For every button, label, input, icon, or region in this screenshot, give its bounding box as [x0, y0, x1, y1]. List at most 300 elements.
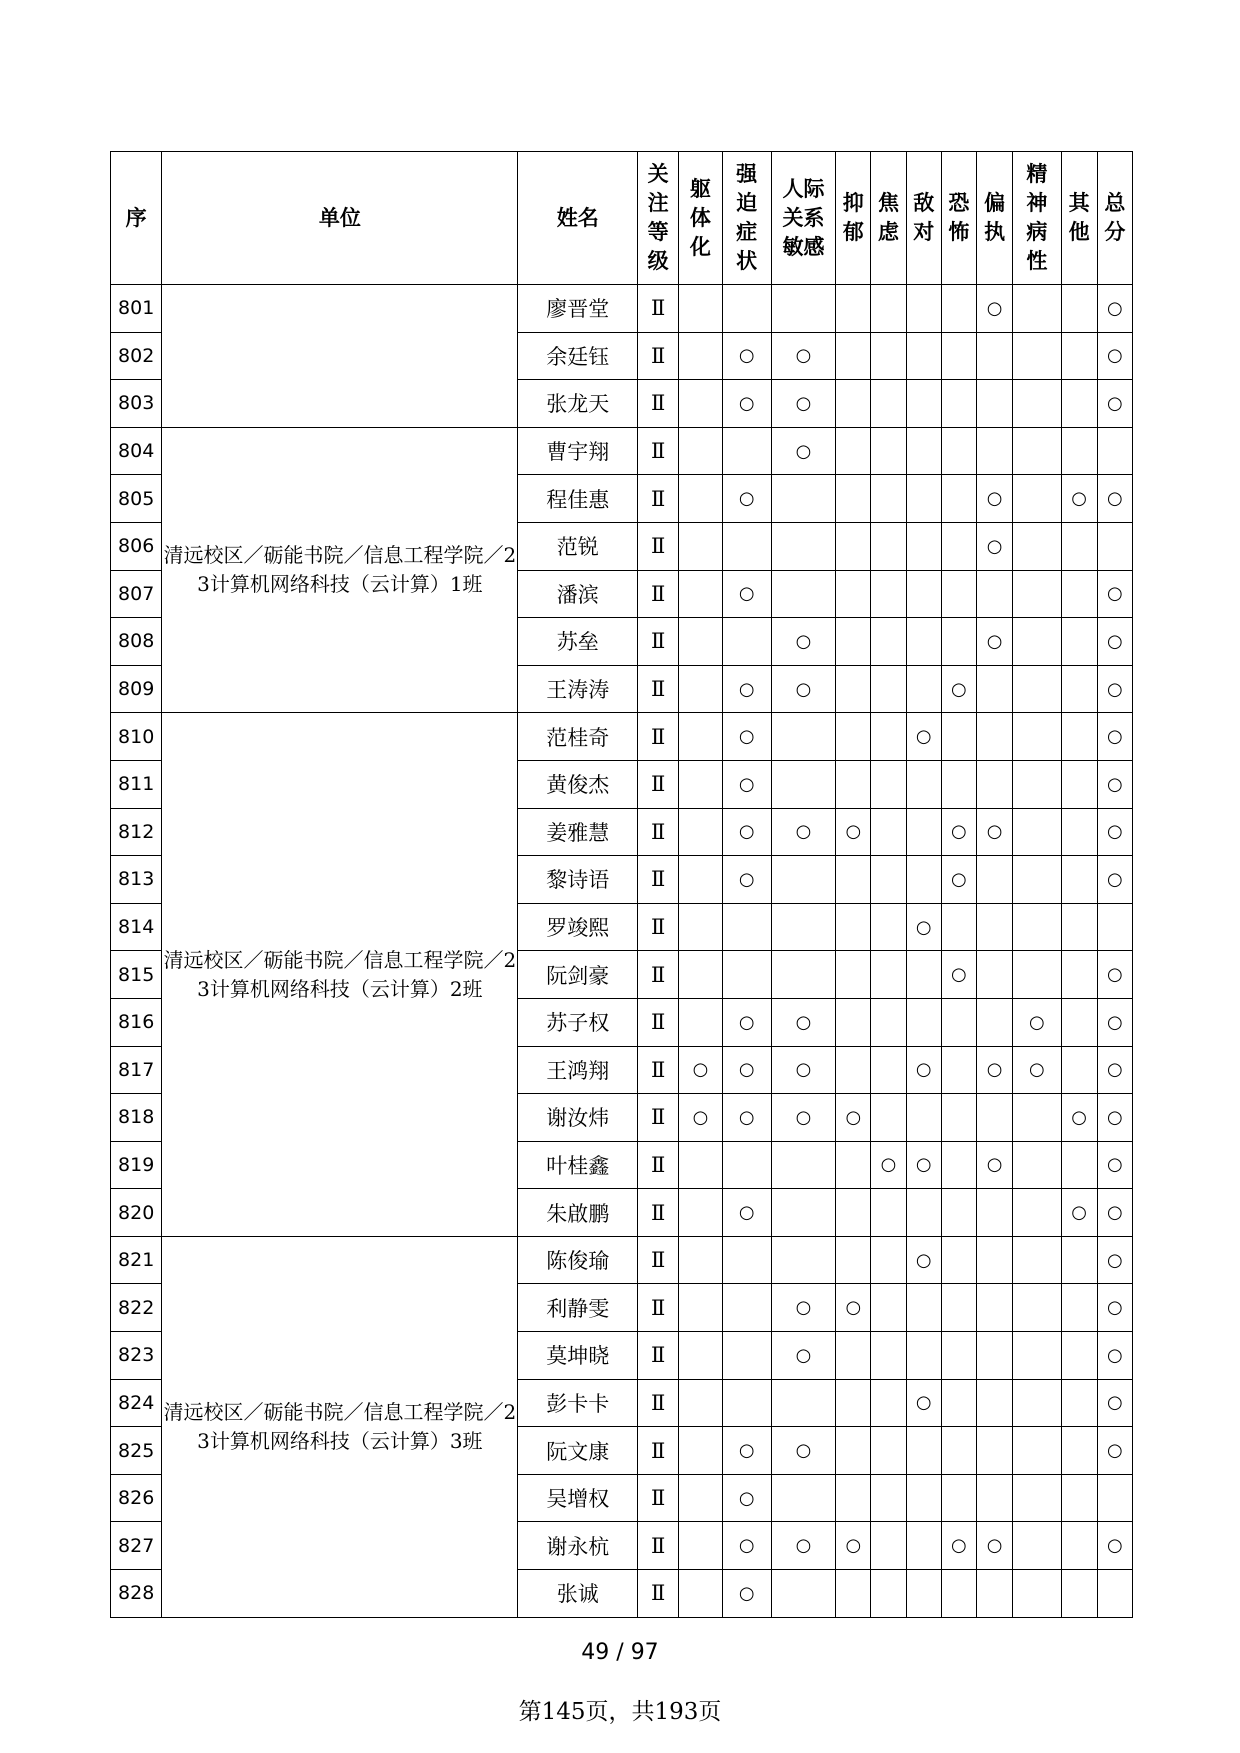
attention-level: Ⅱ: [638, 1570, 679, 1618]
mark-depression: [836, 1570, 871, 1618]
mark-ocd: [722, 1236, 771, 1284]
mark-phobia: [941, 427, 976, 475]
header-ocd: 强迫症状: [722, 152, 771, 285]
mark-interpersonal: [771, 1189, 835, 1237]
row-seq: 801: [111, 285, 162, 333]
mark-somatization: [679, 427, 722, 475]
mark-psychoticism: [1013, 1284, 1061, 1332]
mark-anxiety: ○: [871, 1141, 906, 1189]
mark-ocd: ○: [722, 1427, 771, 1475]
mark-phobia: [941, 713, 976, 761]
header-paranoia: 偏执: [977, 152, 1013, 285]
mark-paranoia: ○: [977, 1046, 1013, 1094]
mark-hostility: [906, 1474, 941, 1522]
mark-depression: [836, 1189, 871, 1237]
mark-psychoticism: [1013, 427, 1061, 475]
mark-anxiety: [871, 380, 906, 428]
mark-paranoia: [977, 1284, 1013, 1332]
mark-somatization: [679, 1522, 722, 1570]
mark-ocd: ○: [722, 1046, 771, 1094]
mark-phobia: [941, 380, 976, 428]
row-seq: 820: [111, 1189, 162, 1237]
attention-level: Ⅱ: [638, 1332, 679, 1380]
mark-interpersonal: [771, 1570, 835, 1618]
table-row: [111, 713, 1133, 761]
mark-psychoticism: [1013, 1236, 1061, 1284]
mark-ocd: ○: [722, 808, 771, 856]
row-seq: 807: [111, 570, 162, 618]
mark-hostility: [906, 1332, 941, 1380]
mark-phobia: [941, 1141, 976, 1189]
attention-level: Ⅱ: [638, 1189, 679, 1237]
mark-anxiety: [871, 1427, 906, 1475]
attention-level: Ⅱ: [638, 522, 679, 570]
mark-paranoia: ○: [977, 1522, 1013, 1570]
mark-interpersonal: [771, 1379, 835, 1427]
mark-paranoia: [977, 1570, 1013, 1618]
mark-somatization: [679, 951, 722, 999]
mark-somatization: [679, 856, 722, 904]
attention-level: Ⅱ: [638, 665, 679, 713]
mark-other: [1061, 332, 1097, 380]
mark-hostility: ○: [906, 1046, 941, 1094]
mark-paranoia: [977, 951, 1013, 999]
mark-depression: [836, 1332, 871, 1380]
attention-level: Ⅱ: [638, 570, 679, 618]
mark-other: [1061, 713, 1097, 761]
table-row: [111, 427, 1133, 475]
mark-interpersonal: ○: [771, 665, 835, 713]
mark-other: [1061, 1570, 1097, 1618]
mark-paranoia: ○: [977, 522, 1013, 570]
mark-somatization: [679, 713, 722, 761]
table-header: [111, 152, 1133, 285]
mark-phobia: [941, 1189, 976, 1237]
mark-phobia: [941, 475, 976, 523]
mark-total: ○: [1097, 1522, 1132, 1570]
mark-total: ○: [1097, 665, 1132, 713]
mark-hostility: [906, 998, 941, 1046]
mark-psychoticism: [1013, 713, 1061, 761]
mark-paranoia: [977, 665, 1013, 713]
mark-interpersonal: ○: [771, 1332, 835, 1380]
mark-hostility: [906, 618, 941, 666]
row-seq: 823: [111, 1332, 162, 1380]
mark-total: [1097, 1570, 1132, 1618]
student-name: 罗竣熙: [518, 903, 638, 951]
mark-psychoticism: [1013, 951, 1061, 999]
mark-paranoia: [977, 427, 1013, 475]
mark-other: [1061, 760, 1097, 808]
mark-other: [1061, 1046, 1097, 1094]
mark-depression: [836, 1379, 871, 1427]
mark-psychoticism: ○: [1013, 1046, 1061, 1094]
mark-other: [1061, 427, 1097, 475]
mark-paranoia: [977, 1427, 1013, 1475]
student-name: 陈俊瑜: [518, 1236, 638, 1284]
mark-psychoticism: [1013, 1570, 1061, 1618]
mark-hostility: [906, 760, 941, 808]
mark-psychoticism: [1013, 1141, 1061, 1189]
mark-total: ○: [1097, 332, 1132, 380]
mark-other: [1061, 951, 1097, 999]
mark-interpersonal: ○: [771, 618, 835, 666]
row-seq: 817: [111, 1046, 162, 1094]
mark-total: ○: [1097, 760, 1132, 808]
mark-psychoticism: [1013, 1189, 1061, 1237]
mark-total: ○: [1097, 1379, 1132, 1427]
mark-somatization: [679, 1379, 722, 1427]
mark-anxiety: [871, 1332, 906, 1380]
mark-phobia: [941, 1094, 976, 1142]
mark-anxiety: [871, 1284, 906, 1332]
student-name: 廖晋堂: [518, 285, 638, 333]
mark-phobia: [941, 332, 976, 380]
student-name: 潘滨: [518, 570, 638, 618]
mark-phobia: [941, 1046, 976, 1094]
mark-ocd: ○: [722, 665, 771, 713]
mark-ocd: ○: [722, 713, 771, 761]
mark-somatization: [679, 808, 722, 856]
mark-depression: [836, 903, 871, 951]
mark-psychoticism: [1013, 285, 1061, 333]
attention-level: Ⅱ: [638, 475, 679, 523]
row-seq: 809: [111, 665, 162, 713]
attention-level: Ⅱ: [638, 332, 679, 380]
student-name: 苏子权: [518, 998, 638, 1046]
attention-level: Ⅱ: [638, 903, 679, 951]
header-hostility: 敌对: [906, 152, 941, 285]
mark-psychoticism: [1013, 1522, 1061, 1570]
mark-depression: [836, 475, 871, 523]
mark-total: ○: [1097, 1284, 1132, 1332]
mark-depression: [836, 1141, 871, 1189]
mark-total: ○: [1097, 380, 1132, 428]
unit-cell: 清远校区／砺能书院／信息工程学院／23计算机网络科技（云计算）1班: [162, 427, 518, 713]
student-name: 程佳惠: [518, 475, 638, 523]
row-seq: 808: [111, 618, 162, 666]
mark-phobia: [941, 1427, 976, 1475]
header-level: 关注等级: [638, 152, 679, 285]
mark-depression: [836, 285, 871, 333]
row-seq: 802: [111, 332, 162, 380]
mark-ocd: ○: [722, 475, 771, 523]
mark-total: [1097, 427, 1132, 475]
mark-interpersonal: ○: [771, 1284, 835, 1332]
mark-anxiety: [871, 475, 906, 523]
header-anxiety: 焦虑: [871, 152, 906, 285]
unit-cell: 清远校区／砺能书院／信息工程学院／23计算机网络科技（云计算）2班: [162, 713, 518, 1237]
mark-ocd: [722, 1284, 771, 1332]
mark-depression: [836, 380, 871, 428]
mark-hostility: [906, 522, 941, 570]
student-name: 范桂奇: [518, 713, 638, 761]
attention-level: Ⅱ: [638, 713, 679, 761]
mark-other: [1061, 1141, 1097, 1189]
attention-level: Ⅱ: [638, 380, 679, 428]
mark-anxiety: [871, 1094, 906, 1142]
mark-interpersonal: [771, 1141, 835, 1189]
row-seq: 825: [111, 1427, 162, 1475]
mark-ocd: [722, 618, 771, 666]
mark-ocd: ○: [722, 998, 771, 1046]
row-seq: 828: [111, 1570, 162, 1618]
mark-depression: [836, 1236, 871, 1284]
mark-somatization: ○: [679, 1094, 722, 1142]
row-seq: 827: [111, 1522, 162, 1570]
row-seq: 813: [111, 856, 162, 904]
mark-depression: [836, 618, 871, 666]
mark-somatization: [679, 1141, 722, 1189]
attention-level: Ⅱ: [638, 1236, 679, 1284]
mark-psychoticism: [1013, 380, 1061, 428]
student-name: 利静雯: [518, 1284, 638, 1332]
mark-psychoticism: [1013, 856, 1061, 904]
mark-depression: [836, 1046, 871, 1094]
mark-phobia: ○: [941, 856, 976, 904]
mark-ocd: [722, 1332, 771, 1380]
mark-paranoia: [977, 380, 1013, 428]
mark-hostility: ○: [906, 1141, 941, 1189]
mark-paranoia: [977, 1189, 1013, 1237]
table-row: [111, 285, 1133, 333]
row-seq: 821: [111, 1236, 162, 1284]
mark-anxiety: [871, 903, 906, 951]
unit-cell: 清远校区／砺能书院／信息工程学院／23计算机网络科技（云计算）3班: [162, 1236, 518, 1617]
mark-total: ○: [1097, 475, 1132, 523]
mark-anxiety: [871, 1236, 906, 1284]
mark-phobia: [941, 1474, 976, 1522]
mark-interpersonal: ○: [771, 998, 835, 1046]
mark-total: ○: [1097, 618, 1132, 666]
mark-interpersonal: [771, 856, 835, 904]
mark-anxiety: [871, 427, 906, 475]
mark-hostility: ○: [906, 1236, 941, 1284]
mark-total: ○: [1097, 285, 1132, 333]
student-name: 余廷钰: [518, 332, 638, 380]
mark-psychoticism: [1013, 522, 1061, 570]
mark-total: [1097, 903, 1132, 951]
mark-ocd: ○: [722, 1570, 771, 1618]
mark-anxiety: [871, 951, 906, 999]
mark-other: ○: [1061, 1189, 1097, 1237]
mark-anxiety: [871, 1570, 906, 1618]
mark-interpersonal: ○: [771, 1522, 835, 1570]
attention-level: Ⅱ: [638, 285, 679, 333]
student-name: 阮剑豪: [518, 951, 638, 999]
mark-ocd: [722, 1141, 771, 1189]
mark-other: ○: [1061, 1094, 1097, 1142]
mark-somatization: [679, 665, 722, 713]
mark-psychoticism: [1013, 332, 1061, 380]
mark-hostility: [906, 1189, 941, 1237]
student-name: 范锐: [518, 522, 638, 570]
mark-hostility: [906, 1427, 941, 1475]
mark-phobia: [941, 903, 976, 951]
mark-phobia: ○: [941, 1522, 976, 1570]
row-seq: 818: [111, 1094, 162, 1142]
mark-depression: [836, 1474, 871, 1522]
mark-hostility: [906, 285, 941, 333]
mark-depression: [836, 1427, 871, 1475]
mark-hostility: [906, 475, 941, 523]
attention-level: Ⅱ: [638, 760, 679, 808]
attention-level: Ⅱ: [638, 1094, 679, 1142]
mark-anxiety: [871, 665, 906, 713]
mark-ocd: ○: [722, 380, 771, 428]
mark-total: ○: [1097, 951, 1132, 999]
mark-ocd: ○: [722, 570, 771, 618]
header-interpersonal: 人际关系敏感: [771, 152, 835, 285]
mark-total: ○: [1097, 1427, 1132, 1475]
row-seq: 806: [111, 522, 162, 570]
mark-depression: ○: [836, 1284, 871, 1332]
mark-other: [1061, 1332, 1097, 1380]
mark-hostility: [906, 427, 941, 475]
row-seq: 816: [111, 998, 162, 1046]
mark-total: ○: [1097, 1141, 1132, 1189]
mark-interpersonal: [771, 713, 835, 761]
mark-depression: [836, 427, 871, 475]
mark-ocd: [722, 522, 771, 570]
mark-anxiety: [871, 618, 906, 666]
header-depression: 抑郁: [836, 152, 871, 285]
mark-interpersonal: ○: [771, 1427, 835, 1475]
mark-ocd: ○: [722, 1522, 771, 1570]
mark-somatization: [679, 570, 722, 618]
attention-level: Ⅱ: [638, 1427, 679, 1475]
mark-other: ○: [1061, 475, 1097, 523]
row-seq: 811: [111, 760, 162, 808]
table-row: [111, 1236, 1133, 1284]
mark-interpersonal: [771, 951, 835, 999]
attention-level: Ⅱ: [638, 951, 679, 999]
mark-phobia: ○: [941, 665, 976, 713]
mark-depression: [836, 856, 871, 904]
mark-total: [1097, 1474, 1132, 1522]
mark-hostility: ○: [906, 903, 941, 951]
mark-somatization: [679, 380, 722, 428]
mark-somatization: [679, 332, 722, 380]
row-seq: 814: [111, 903, 162, 951]
mark-other: [1061, 808, 1097, 856]
mark-anxiety: [871, 713, 906, 761]
mark-depression: [836, 570, 871, 618]
mark-hostility: [906, 1570, 941, 1618]
mark-psychoticism: [1013, 760, 1061, 808]
student-name: 莫坤晓: [518, 1332, 638, 1380]
attention-level: Ⅱ: [638, 808, 679, 856]
mark-psychoticism: [1013, 1379, 1061, 1427]
mark-psychoticism: [1013, 1474, 1061, 1522]
attention-level: Ⅱ: [638, 1141, 679, 1189]
mark-somatization: [679, 760, 722, 808]
mark-anxiety: [871, 760, 906, 808]
header-somatization: 躯体化: [679, 152, 722, 285]
row-seq: 812: [111, 808, 162, 856]
header-psychoticism: 精神病性: [1013, 152, 1061, 285]
mark-phobia: [941, 1570, 976, 1618]
mark-psychoticism: [1013, 808, 1061, 856]
header-name: 姓名: [518, 152, 638, 285]
mark-other: [1061, 856, 1097, 904]
mark-psychoticism: [1013, 570, 1061, 618]
mark-hostility: [906, 332, 941, 380]
mark-phobia: ○: [941, 808, 976, 856]
mark-interpersonal: ○: [771, 808, 835, 856]
header-seq: 序: [111, 152, 162, 285]
attention-level: Ⅱ: [638, 1284, 679, 1332]
row-seq: 819: [111, 1141, 162, 1189]
student-name: 王涛涛: [518, 665, 638, 713]
mark-paranoia: ○: [977, 618, 1013, 666]
row-seq: 824: [111, 1379, 162, 1427]
table-body: [111, 285, 1133, 1618]
mark-total: ○: [1097, 856, 1132, 904]
mark-phobia: [941, 998, 976, 1046]
student-name: 黄俊杰: [518, 760, 638, 808]
row-seq: 826: [111, 1474, 162, 1522]
row-seq: 815: [111, 951, 162, 999]
header-phobia: 恐怖: [941, 152, 976, 285]
document-page-count: 第145页，共193页: [518, 1699, 722, 1725]
attention-level: Ⅱ: [638, 1379, 679, 1427]
mark-other: [1061, 903, 1097, 951]
mark-somatization: [679, 522, 722, 570]
mark-interpersonal: ○: [771, 380, 835, 428]
mark-interpersonal: [771, 1236, 835, 1284]
mark-depression: [836, 713, 871, 761]
mark-phobia: [941, 522, 976, 570]
mark-anxiety: [871, 1474, 906, 1522]
mark-somatization: [679, 1284, 722, 1332]
mark-anxiety: [871, 285, 906, 333]
mark-depression: [836, 998, 871, 1046]
mark-hostility: [906, 380, 941, 428]
mark-somatization: [679, 998, 722, 1046]
mark-interpersonal: ○: [771, 1094, 835, 1142]
mark-somatization: [679, 1570, 722, 1618]
mark-phobia: [941, 1284, 976, 1332]
mark-other: [1061, 380, 1097, 428]
mark-paranoia: [977, 570, 1013, 618]
mark-depression: [836, 522, 871, 570]
header-total: 总分: [1097, 152, 1132, 285]
mark-psychoticism: [1013, 903, 1061, 951]
mark-paranoia: [977, 1379, 1013, 1427]
mark-anxiety: [871, 522, 906, 570]
mark-anxiety: [871, 570, 906, 618]
attention-level: Ⅱ: [638, 618, 679, 666]
unit-cell: [162, 285, 518, 428]
mark-total: ○: [1097, 1236, 1132, 1284]
student-name: 张龙天: [518, 380, 638, 428]
mark-somatization: [679, 618, 722, 666]
mark-psychoticism: ○: [1013, 998, 1061, 1046]
mark-hostility: [906, 808, 941, 856]
mark-interpersonal: [771, 522, 835, 570]
mark-other: [1061, 998, 1097, 1046]
attention-level: Ⅱ: [638, 856, 679, 904]
student-name: 姜雅慧: [518, 808, 638, 856]
mark-paranoia: ○: [977, 1141, 1013, 1189]
mark-interpersonal: [771, 475, 835, 523]
mark-psychoticism: [1013, 1427, 1061, 1475]
mark-other: [1061, 1427, 1097, 1475]
mark-depression: [836, 951, 871, 999]
header-unit: 单位: [162, 152, 518, 285]
mark-depression: ○: [836, 1522, 871, 1570]
